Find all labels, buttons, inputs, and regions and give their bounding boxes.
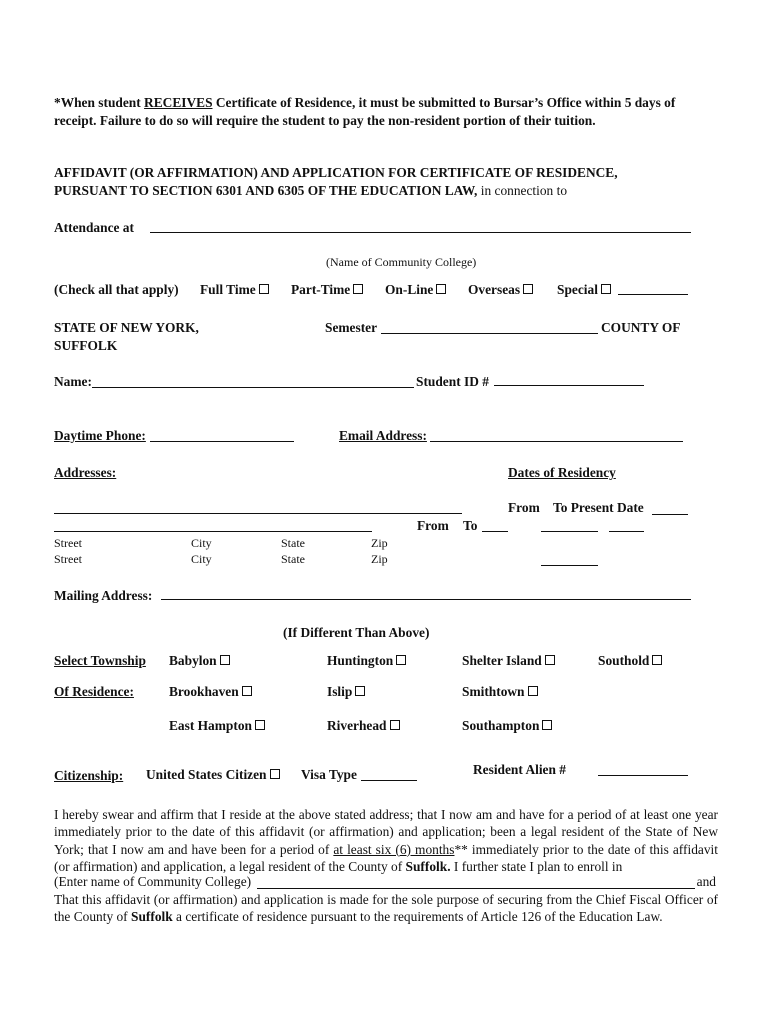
resident-alien-label: Resident Alien # — [473, 762, 566, 777]
checkbox[interactable] — [259, 284, 269, 294]
state-label-line1: STATE OF NEW YORK, — [54, 320, 199, 335]
citizenship-label: Citizenship: — [54, 768, 124, 783]
checkbox[interactable] — [220, 655, 230, 665]
enroll-college-field[interactable] — [257, 888, 695, 889]
from-label-2: From — [417, 518, 449, 533]
city-caption-2: City — [191, 552, 212, 566]
visa-type-label: Visa Type — [301, 767, 357, 782]
option-overseas[interactable]: Overseas — [468, 282, 533, 298]
to-date-field-2[interactable] — [609, 531, 644, 532]
to-present-date-label: To Present Date — [553, 500, 644, 515]
checkbox[interactable] — [255, 720, 265, 730]
to-date-field[interactable] — [482, 531, 508, 532]
option-full-time[interactable]: Full Time — [200, 282, 269, 298]
option-online[interactable]: On-Line — [385, 282, 446, 298]
mailing-address-note: (If Different Than Above) — [283, 625, 430, 640]
zip-caption-1: Zip — [371, 536, 388, 550]
affirmation-paragraph: I hereby swear and affirm that I reside at the above stated address; that I now am and have for a period of at least one year immediately prior to the date of this affidavit (or affirmation) and application; been a legal resident of the State of New York; that I now am and have been for a period of at least six (6) months** immediately prior to the date of this affidavit (or affirmation) and application, a legal resident of the County of Suffolk. I further state I plan to enroll in — [54, 807, 718, 874]
visa-type-field[interactable] — [361, 780, 417, 781]
township-riverhead[interactable]: Riverhead — [327, 718, 400, 734]
checkbox[interactable] — [528, 686, 538, 696]
affidavit-heading-line1: AFFIDAVIT (OR AFFIRMATION) AND APPLICATION FOR CERTIFICATE OF RESIDENCE, — [54, 165, 618, 180]
submission-notice: *When student RECEIVES Certificate of Residence, it must be submitted to Bursar’s Office within 5 days of receipt. Failure to do so will require the student to pay the non-resident portion of their tuition. — [54, 95, 676, 128]
checkbox[interactable] — [436, 284, 446, 294]
township-southold[interactable]: Southold — [598, 653, 662, 669]
checkbox[interactable] — [652, 655, 662, 665]
county-name: Suffolk. — [405, 858, 451, 874]
enter-college-name-line: (Enter name of Community College) and — [54, 874, 716, 889]
to-label: To — [463, 518, 478, 533]
daytime-phone-label: Daytime Phone: — [54, 428, 146, 443]
mailing-address-label: Mailing Address: — [54, 588, 153, 603]
college-name-caption: (Name of Community College) — [326, 255, 477, 269]
us-citizen-option[interactable]: United States Citizen — [146, 767, 280, 783]
address-line-1[interactable] — [54, 513, 462, 514]
email-field[interactable] — [430, 441, 683, 442]
city-caption-1: City — [191, 536, 212, 550]
attendance-label: Attendance at — [54, 220, 134, 235]
daytime-phone-field[interactable] — [150, 441, 294, 442]
checkbox[interactable] — [242, 686, 252, 696]
state-caption-1: State — [281, 536, 305, 550]
checkbox[interactable] — [601, 284, 611, 294]
county-of-label: COUNTY OF — [601, 320, 681, 335]
addresses-label: Addresses: — [54, 465, 117, 480]
street-caption-2: Street — [54, 552, 82, 566]
township-smithtown[interactable]: Smithtown — [462, 684, 538, 700]
student-id-field[interactable] — [494, 385, 644, 386]
name-field[interactable] — [92, 387, 414, 388]
checkbox[interactable] — [353, 284, 363, 294]
checkbox[interactable] — [523, 284, 533, 294]
select-township-label: Select Township — [54, 653, 146, 668]
checkbox[interactable] — [396, 655, 406, 665]
dates-of-residency-label: Dates of Residency — [508, 465, 616, 480]
township-islip[interactable]: Islip — [327, 684, 365, 700]
state-caption-2: State — [281, 552, 305, 566]
checkbox[interactable] — [270, 769, 280, 779]
township-huntington[interactable]: Huntington — [327, 653, 406, 669]
from-date-field-1[interactable] — [541, 531, 598, 532]
affidavit-heading-line2: PURSUANT TO SECTION 6301 AND 6305 OF THE EDUCATION LAW, in connection to — [54, 183, 568, 198]
township-brookhaven[interactable]: Brookhaven — [169, 684, 252, 700]
student-id-label: Student ID # — [416, 374, 489, 389]
street-caption-1: Street — [54, 536, 82, 550]
township-shelter-island[interactable]: Shelter Island — [462, 653, 555, 669]
from-date-field-2[interactable] — [541, 565, 598, 566]
affirmation-purpose: That this affidavit (or affirmation) and application is made for the sole purpose of securing from the Chief Fiscal Officer of the County of Suffolk a certificate of residence pursuant to the requirements of Article 126 of the Education Law. — [54, 892, 718, 925]
six-months-phrase: at least six (6) months — [333, 841, 455, 857]
checkbox[interactable] — [355, 686, 365, 696]
college-name-field[interactable] — [150, 232, 691, 233]
semester-label: Semester — [325, 320, 378, 335]
checkbox[interactable] — [390, 720, 400, 730]
mailing-address-field[interactable] — [161, 599, 691, 600]
option-part-time[interactable]: Part-Time — [291, 282, 363, 298]
township-east-hampton[interactable]: East Hampton — [169, 718, 265, 734]
of-residence-label: Of Residence: — [54, 684, 134, 699]
state-label-line2: SUFFOLK — [54, 338, 118, 353]
to-present-date-field[interactable] — [652, 514, 688, 515]
resident-alien-field[interactable] — [598, 775, 688, 776]
from-label-1: From — [508, 500, 540, 515]
township-babylon[interactable]: Babylon — [169, 653, 230, 669]
option-special[interactable]: Special — [557, 282, 611, 298]
checkbox[interactable] — [542, 720, 552, 730]
name-label: Name: — [54, 374, 92, 389]
zip-caption-2: Zip — [371, 552, 388, 566]
email-label: Email Address: — [339, 428, 427, 443]
township-southampton[interactable]: Southampton — [462, 718, 552, 734]
checkbox[interactable] — [545, 655, 555, 665]
special-field[interactable] — [618, 294, 688, 295]
address-line-2[interactable] — [54, 531, 372, 532]
semester-field[interactable] — [381, 333, 598, 334]
check-all-label: (Check all that apply) — [54, 282, 179, 297]
receives-emphasis: RECEIVES — [144, 95, 213, 110]
